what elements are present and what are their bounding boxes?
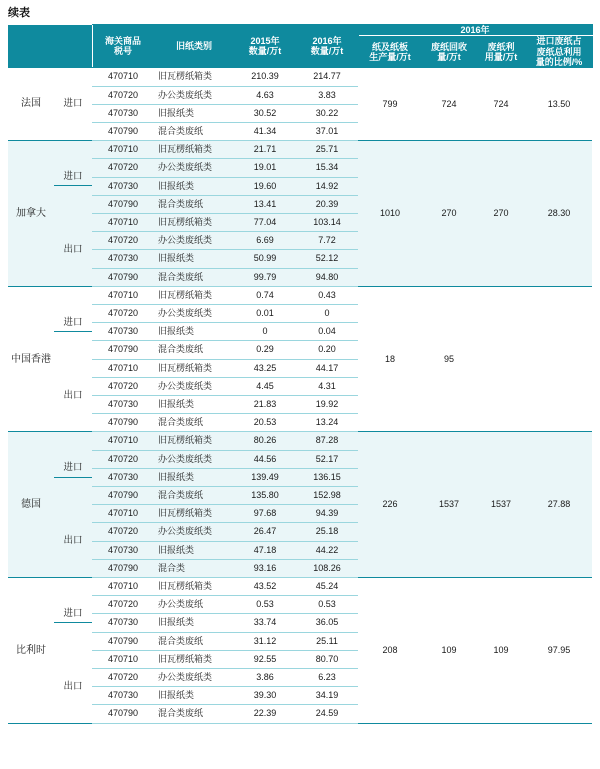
quantity-2016-cell: 20.39 <box>296 195 358 213</box>
recovery-volume-cell: 109 <box>422 578 476 724</box>
quantity-2015-cell: 47.18 <box>234 541 296 559</box>
paper-category-cell: 办公类废纸类 <box>154 86 234 104</box>
table-row <box>8 578 592 596</box>
customs-code-cell: 470790 <box>92 559 154 577</box>
header-utilization-line1: 废纸利 <box>487 41 515 52</box>
customs-code-cell: 470730 <box>92 396 154 414</box>
quantity-2015-cell: 80.26 <box>234 432 296 450</box>
paper-production-cell: 208 <box>358 578 422 724</box>
quantity-2016-cell: 87.28 <box>296 432 358 450</box>
quantity-2016-cell: 0.20 <box>296 341 358 359</box>
customs-code-cell: 470730 <box>92 468 154 486</box>
header-paper-category: 旧纸类别 <box>154 25 234 68</box>
paper-category-cell: 旧报纸类 <box>154 468 234 486</box>
quantity-2016-cell: 44.17 <box>296 359 358 377</box>
paper-category-cell: 旧瓦楞纸箱类 <box>154 578 234 596</box>
customs-code-cell: 470720 <box>92 305 154 323</box>
paper-category-cell: 旧报纸类 <box>154 250 234 268</box>
waste-paper-trade-table <box>8 24 593 724</box>
quantity-2016-cell: 45.24 <box>296 578 358 596</box>
customs-code-cell: 470730 <box>92 323 154 341</box>
header-paper-production <box>358 36 422 68</box>
customs-code-cell: 470720 <box>92 669 154 687</box>
customs-code-cell: 470710 <box>92 432 154 450</box>
paper-category-cell: 旧瓦楞纸箱类 <box>154 286 234 304</box>
country-cell: 法国 <box>8 68 54 141</box>
quantity-2016-cell: 136.15 <box>296 468 358 486</box>
header-recovery-line1: 废纸回收 <box>430 41 467 52</box>
quantity-2015-cell: 43.25 <box>234 359 296 377</box>
header-2015-line2: 数量/万t <box>248 46 282 57</box>
quantity-2016-cell: 34.19 <box>296 687 358 705</box>
paper-category-cell: 混合类 <box>154 559 234 577</box>
quantity-2015-cell: 4.63 <box>234 86 296 104</box>
header-group-2016: 2016年 <box>358 25 592 36</box>
table-header <box>8 25 592 68</box>
paper-category-cell: 混合类废纸 <box>154 414 234 432</box>
paper-category-cell: 旧报纸类 <box>154 687 234 705</box>
quantity-2015-cell: 44.56 <box>234 450 296 468</box>
paper-category-cell: 混合类废纸 <box>154 341 234 359</box>
paper-category-cell: 旧瓦楞纸箱类 <box>154 359 234 377</box>
quantity-2015-cell: 30.52 <box>234 104 296 122</box>
quantity-2016-cell: 14.92 <box>296 177 358 195</box>
quantity-2015-cell: 0.29 <box>234 341 296 359</box>
quantity-2016-cell: 7.72 <box>296 232 358 250</box>
header-recovery-line2: 量/万t <box>437 51 461 62</box>
quantity-2015-cell: 31.12 <box>234 632 296 650</box>
direction-cell: 进口 <box>54 68 92 141</box>
header-utilization-line2: 用量/万t <box>484 51 518 62</box>
quantity-2016-cell: 4.31 <box>296 377 358 395</box>
paper-category-cell: 旧瓦楞纸箱类 <box>154 214 234 232</box>
quantity-2016-cell: 25.71 <box>296 141 358 159</box>
recovery-volume-cell: 95 <box>422 286 476 432</box>
paper-category-cell: 办公类废纸类 <box>154 377 234 395</box>
paper-category-cell: 旧报纸类 <box>154 177 234 195</box>
customs-code-cell: 470720 <box>92 232 154 250</box>
quantity-2015-cell: 210.39 <box>234 68 296 86</box>
header-2016-line2: 数量/万t <box>310 46 344 57</box>
customs-code-cell: 470790 <box>92 195 154 213</box>
paper-category-cell: 旧瓦楞纸箱类 <box>154 650 234 668</box>
customs-code-cell: 470710 <box>92 141 154 159</box>
quantity-2016-cell: 15.34 <box>296 159 358 177</box>
paper-category-cell: 混合类废纸 <box>154 268 234 286</box>
customs-code-cell: 470710 <box>92 650 154 668</box>
customs-code-cell: 470720 <box>92 450 154 468</box>
direction-cell: 出口 <box>54 505 92 578</box>
customs-code-cell: 470730 <box>92 250 154 268</box>
quantity-2016-cell: 0.04 <box>296 323 358 341</box>
utilization-volume-cell: 724 <box>476 68 526 141</box>
quantity-2015-cell: 0 <box>234 323 296 341</box>
quantity-2015-cell: 39.30 <box>234 687 296 705</box>
customs-code-cell: 470710 <box>92 286 154 304</box>
quantity-2015-cell: 97.68 <box>234 505 296 523</box>
paper-production-cell: 1010 <box>358 141 422 287</box>
header-ratio-line3: 量的比例/% <box>535 57 583 68</box>
paper-category-cell: 混合类废纸 <box>154 705 234 723</box>
header-2016-line1: 2016年 <box>312 35 342 46</box>
paper-production-cell: 18 <box>358 286 422 432</box>
customs-code-cell: 470710 <box>92 68 154 86</box>
quantity-2015-cell: 13.41 <box>234 195 296 213</box>
customs-code-cell: 470790 <box>92 632 154 650</box>
header-production-line2: 生产量/万t <box>369 51 411 62</box>
paper-category-cell: 旧瓦楞纸箱类 <box>154 432 234 450</box>
paper-category-cell: 混合类废纸 <box>154 632 234 650</box>
quantity-2015-cell: 93.16 <box>234 559 296 577</box>
quantity-2016-cell: 103.14 <box>296 214 358 232</box>
quantity-2016-cell: 24.59 <box>296 705 358 723</box>
quantity-2016-cell: 19.92 <box>296 396 358 414</box>
table-row <box>8 286 592 304</box>
quantity-2016-cell: 37.01 <box>296 122 358 140</box>
customs-code-cell: 470790 <box>92 414 154 432</box>
customs-code-cell: 470730 <box>92 687 154 705</box>
paper-production-cell: 799 <box>358 68 422 141</box>
table-caption: 续表 <box>8 7 30 19</box>
recovery-volume-cell: 724 <box>422 68 476 141</box>
paper-category-cell: 办公类废纸类 <box>154 305 234 323</box>
header-direction-blank <box>54 25 92 68</box>
quantity-2015-cell: 135.80 <box>234 487 296 505</box>
quantity-2016-cell: 214.77 <box>296 68 358 86</box>
customs-code-cell: 470720 <box>92 86 154 104</box>
quantity-2015-cell: 99.79 <box>234 268 296 286</box>
country-cell: 中国香港 <box>8 286 54 432</box>
header-2015-line1: 2015年 <box>250 35 280 46</box>
quantity-2015-cell: 0.01 <box>234 305 296 323</box>
customs-code-cell: 470710 <box>92 359 154 377</box>
import-ratio-cell: 97.95 <box>526 578 592 724</box>
customs-code-cell: 470790 <box>92 122 154 140</box>
quantity-2016-cell: 25.11 <box>296 632 358 650</box>
header-row-1 <box>8 25 592 36</box>
quantity-2016-cell: 36.05 <box>296 614 358 632</box>
quantity-2016-cell: 52.17 <box>296 450 358 468</box>
paper-category-cell: 旧瓦楞纸箱类 <box>154 505 234 523</box>
quantity-2016-cell: 0.53 <box>296 596 358 614</box>
customs-code-cell: 470730 <box>92 177 154 195</box>
header-utilization-volume <box>476 36 526 68</box>
quantity-2015-cell: 26.47 <box>234 523 296 541</box>
header-ratio-line1: 进口废纸占 <box>536 36 582 47</box>
utilization-volume-cell: 1537 <box>476 432 526 578</box>
customs-code-cell: 470790 <box>92 705 154 723</box>
header-import-ratio <box>526 36 592 68</box>
quantity-2016-cell: 0 <box>296 305 358 323</box>
quantity-2016-cell: 94.39 <box>296 505 358 523</box>
table-row <box>8 68 592 86</box>
header-recovery-volume <box>422 36 476 68</box>
customs-code-cell: 470790 <box>92 341 154 359</box>
direction-cell: 进口 <box>54 578 92 651</box>
paper-category-cell: 混合类废纸 <box>154 195 234 213</box>
quantity-2015-cell: 77.04 <box>234 214 296 232</box>
paper-category-cell: 旧报纸类 <box>154 614 234 632</box>
quantity-2015-cell: 50.99 <box>234 250 296 268</box>
quantity-2016-cell: 152.98 <box>296 487 358 505</box>
direction-cell: 出口 <box>54 214 92 287</box>
direction-cell: 进口 <box>54 141 92 214</box>
import-ratio-cell: 28.30 <box>526 141 592 287</box>
quantity-2015-cell: 92.55 <box>234 650 296 668</box>
header-2016-quantity <box>296 25 358 68</box>
utilization-volume-cell: 270 <box>476 141 526 287</box>
country-cell: 比利时 <box>8 578 54 724</box>
quantity-2015-cell: 19.01 <box>234 159 296 177</box>
quantity-2016-cell: 52.12 <box>296 250 358 268</box>
quantity-2015-cell: 6.69 <box>234 232 296 250</box>
paper-category-cell: 旧报纸类 <box>154 323 234 341</box>
quantity-2015-cell: 43.52 <box>234 578 296 596</box>
customs-code-cell: 470730 <box>92 104 154 122</box>
direction-cell: 进口 <box>54 432 92 505</box>
quantity-2016-cell: 108.26 <box>296 559 358 577</box>
header-customs-code-line1: 海关商品 <box>104 35 141 46</box>
customs-code-cell: 470720 <box>92 377 154 395</box>
quantity-2015-cell: 0.74 <box>234 286 296 304</box>
customs-code-cell: 470790 <box>92 487 154 505</box>
customs-code-cell: 470710 <box>92 578 154 596</box>
table-body <box>8 68 592 723</box>
paper-category-cell: 办公类废纸类 <box>154 159 234 177</box>
import-ratio-cell <box>526 286 592 432</box>
quantity-2015-cell: 4.45 <box>234 377 296 395</box>
quantity-2015-cell: 21.71 <box>234 141 296 159</box>
direction-cell: 进口 <box>54 286 92 359</box>
header-country-blank <box>8 25 54 68</box>
quantity-2016-cell: 0.43 <box>296 286 358 304</box>
quantity-2015-cell: 41.34 <box>234 122 296 140</box>
customs-code-cell: 470790 <box>92 268 154 286</box>
quantity-2016-cell: 44.22 <box>296 541 358 559</box>
customs-code-cell: 470710 <box>92 505 154 523</box>
header-production-line1: 纸及纸板 <box>371 41 408 52</box>
paper-category-cell: 办公类废纸类 <box>154 232 234 250</box>
quantity-2016-cell: 94.80 <box>296 268 358 286</box>
customs-code-cell: 470720 <box>92 523 154 541</box>
direction-cell: 出口 <box>54 650 92 723</box>
quantity-2016-cell: 13.24 <box>296 414 358 432</box>
table-row <box>8 432 592 450</box>
quantity-2015-cell: 0.53 <box>234 596 296 614</box>
quantity-2015-cell: 33.74 <box>234 614 296 632</box>
quantity-2015-cell: 3.86 <box>234 669 296 687</box>
quantity-2015-cell: 20.53 <box>234 414 296 432</box>
paper-category-cell: 混合类废纸 <box>154 487 234 505</box>
paper-category-cell: 旧报纸类 <box>154 396 234 414</box>
paper-category-cell: 旧瓦楞纸箱类 <box>154 141 234 159</box>
direction-cell: 出口 <box>54 359 92 432</box>
country-cell: 加拿大 <box>8 141 54 287</box>
utilization-volume-cell <box>476 286 526 432</box>
customs-code-cell: 470720 <box>92 159 154 177</box>
quantity-2016-cell: 30.22 <box>296 104 358 122</box>
header-ratio-line2: 废纸总利用 <box>536 46 582 57</box>
paper-category-cell: 办公类废纸 <box>154 596 234 614</box>
import-ratio-cell: 27.88 <box>526 432 592 578</box>
utilization-volume-cell: 109 <box>476 578 526 724</box>
paper-category-cell: 旧瓦楞纸箱类 <box>154 68 234 86</box>
quantity-2015-cell: 19.60 <box>234 177 296 195</box>
paper-category-cell: 办公类废纸类 <box>154 523 234 541</box>
paper-category-cell: 旧报纸类 <box>154 104 234 122</box>
recovery-volume-cell: 1537 <box>422 432 476 578</box>
customs-code-cell: 470730 <box>92 614 154 632</box>
customs-code-cell: 470710 <box>92 214 154 232</box>
country-cell: 德国 <box>8 432 54 578</box>
quantity-2016-cell: 3.83 <box>296 86 358 104</box>
header-customs-code <box>92 25 154 68</box>
quantity-2016-cell: 25.18 <box>296 523 358 541</box>
header-2015-quantity <box>234 25 296 68</box>
customs-code-cell: 470720 <box>92 596 154 614</box>
quantity-2015-cell: 21.83 <box>234 396 296 414</box>
table-row <box>8 141 592 159</box>
recovery-volume-cell: 270 <box>422 141 476 287</box>
header-customs-code-line2: 税号 <box>113 46 132 57</box>
quantity-2016-cell: 6.23 <box>296 669 358 687</box>
import-ratio-cell: 13.50 <box>526 68 592 141</box>
paper-category-cell: 旧报纸类 <box>154 541 234 559</box>
paper-category-cell: 混合类废纸 <box>154 122 234 140</box>
paper-production-cell: 226 <box>358 432 422 578</box>
paper-category-cell: 办公类废纸类 <box>154 450 234 468</box>
customs-code-cell: 470730 <box>92 541 154 559</box>
quantity-2015-cell: 139.49 <box>234 468 296 486</box>
quantity-2015-cell: 22.39 <box>234 705 296 723</box>
quantity-2016-cell: 80.70 <box>296 650 358 668</box>
paper-category-cell: 办公类废纸类 <box>154 669 234 687</box>
